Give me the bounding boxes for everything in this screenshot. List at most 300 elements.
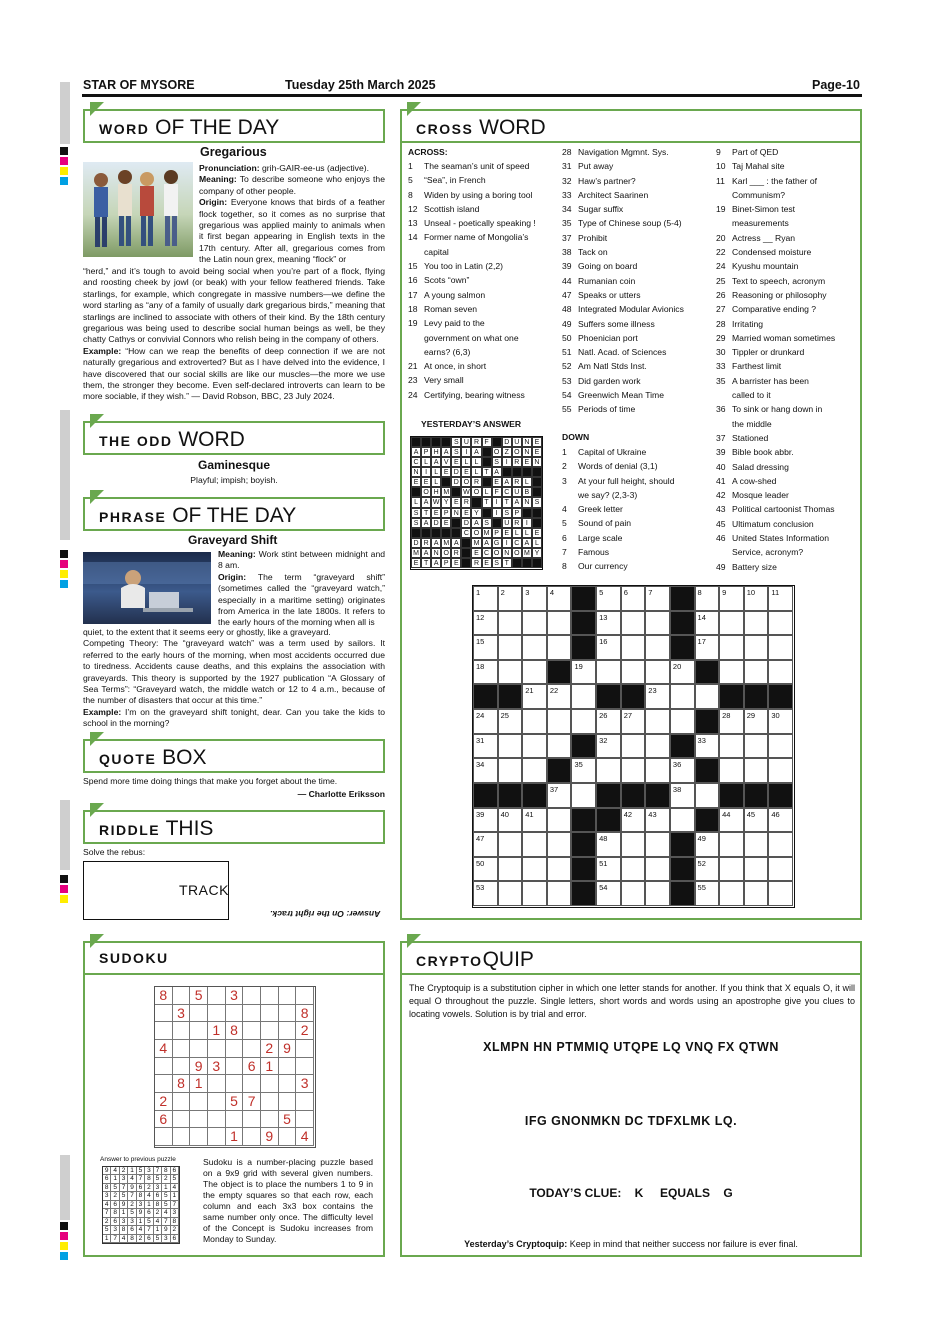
sudoku-answer-cell: 6 bbox=[145, 1209, 153, 1217]
crossword-cell[interactable] bbox=[719, 635, 744, 660]
clue-number: 43 bbox=[716, 504, 726, 515]
crossword-cell[interactable] bbox=[596, 857, 621, 882]
crossword-cell[interactable] bbox=[522, 586, 547, 611]
sudoku-cell[interactable] bbox=[243, 1022, 261, 1040]
crossword-cell[interactable] bbox=[744, 758, 769, 783]
sudoku-answer-cell: 7 bbox=[154, 1167, 162, 1175]
sudoku-cell[interactable]: 4 bbox=[155, 1040, 173, 1058]
crossword-cell[interactable] bbox=[547, 709, 572, 734]
crossword-cell[interactable] bbox=[596, 832, 621, 857]
crossword-cell[interactable] bbox=[744, 881, 769, 906]
down-clue bbox=[716, 245, 835, 259]
crossword-cell[interactable] bbox=[498, 660, 523, 685]
crossword-cell[interactable] bbox=[522, 808, 547, 833]
sudoku-answer-cell: 7 bbox=[128, 1192, 136, 1200]
crossword-cell[interactable] bbox=[596, 611, 621, 636]
sudoku-cell[interactable] bbox=[208, 1040, 226, 1058]
crossword-cell[interactable] bbox=[547, 832, 572, 857]
crossword-black-cell bbox=[719, 684, 744, 709]
answer-cell: Y bbox=[471, 508, 481, 518]
crossword-cell[interactable] bbox=[670, 709, 695, 734]
crossword-cell[interactable] bbox=[547, 635, 572, 660]
crossword-cell[interactable] bbox=[719, 586, 744, 611]
crossword-cell[interactable] bbox=[473, 758, 498, 783]
sudoku-answer-cell: 6 bbox=[128, 1226, 136, 1234]
answer-cell: P bbox=[421, 447, 431, 457]
sudoku-cell[interactable] bbox=[190, 1128, 208, 1146]
across-label: ACROSS: bbox=[408, 147, 448, 157]
crossword-cell[interactable] bbox=[645, 832, 670, 857]
clue-number: 33 bbox=[562, 189, 572, 200]
crossword-cell[interactable] bbox=[522, 734, 547, 759]
sudoku-answer-cell: 4 bbox=[137, 1226, 145, 1234]
sudoku-answer-cell: 2 bbox=[103, 1218, 111, 1226]
crossword-cell[interactable] bbox=[547, 684, 572, 709]
clue-text: Capital of Ukraine bbox=[578, 447, 647, 457]
down-clue bbox=[562, 445, 675, 459]
sudoku-cell[interactable] bbox=[226, 1111, 244, 1129]
crossword-cell[interactable] bbox=[670, 684, 695, 709]
sudoku-cell[interactable] bbox=[261, 987, 279, 1005]
sudoku-cell[interactable] bbox=[190, 1005, 208, 1023]
sudoku-cell[interactable]: 6 bbox=[155, 1111, 173, 1129]
sudoku-cell[interactable]: 4 bbox=[296, 1128, 314, 1146]
clue-number: 49 bbox=[716, 561, 726, 572]
answer-cell: M bbox=[441, 538, 451, 548]
crossword-cell[interactable] bbox=[695, 611, 720, 636]
registration-mark bbox=[60, 560, 68, 568]
sudoku-cell[interactable]: 5 bbox=[226, 1093, 244, 1111]
crossword-cell[interactable] bbox=[596, 734, 621, 759]
crossword-cell[interactable] bbox=[596, 635, 621, 660]
sudoku-answer-cell: 7 bbox=[111, 1235, 119, 1243]
crossword-cell[interactable] bbox=[744, 660, 769, 685]
sudoku-cell[interactable] bbox=[173, 1022, 191, 1040]
crossword-cell[interactable] bbox=[695, 734, 720, 759]
crossword-cell[interactable] bbox=[695, 881, 720, 906]
crossword-cell[interactable] bbox=[645, 734, 670, 759]
crossword-cell[interactable] bbox=[744, 808, 769, 833]
sudoku-cell[interactable] bbox=[261, 1075, 279, 1093]
crossword-cell[interactable] bbox=[645, 660, 670, 685]
crossword-cell[interactable] bbox=[621, 611, 646, 636]
sudoku-cell[interactable] bbox=[208, 1093, 226, 1111]
sudoku-cell[interactable]: 3 bbox=[173, 1005, 191, 1023]
sudoku-answer-cell: 9 bbox=[103, 1167, 111, 1175]
crossword-cell[interactable] bbox=[547, 734, 572, 759]
sudoku-cell[interactable] bbox=[155, 1075, 173, 1093]
sudoku-cell[interactable] bbox=[190, 1111, 208, 1129]
clue-number: 13 bbox=[599, 612, 608, 622]
sudoku-cell[interactable]: 3 bbox=[208, 1058, 226, 1076]
crossword-cell[interactable] bbox=[473, 734, 498, 759]
clue-number: 17 bbox=[697, 637, 706, 647]
crossword-cell[interactable] bbox=[719, 709, 744, 734]
crossword-cell[interactable] bbox=[645, 758, 670, 783]
crossword-cell[interactable] bbox=[744, 635, 769, 660]
sudoku-cell[interactable] bbox=[173, 1093, 191, 1111]
sudoku-answer-cell: 4 bbox=[120, 1235, 128, 1243]
answer-cell: Y bbox=[441, 497, 451, 507]
answer-cell: A bbox=[482, 538, 492, 548]
crossword-cell[interactable] bbox=[670, 783, 695, 808]
crossword-cell[interactable] bbox=[498, 611, 523, 636]
crossword-cell[interactable] bbox=[473, 881, 498, 906]
riddle-title: RIDDLE THIS bbox=[99, 817, 214, 840]
crossword-cell[interactable] bbox=[498, 709, 523, 734]
crossword-cell[interactable] bbox=[473, 611, 498, 636]
sudoku-cell[interactable]: 3 bbox=[296, 1075, 314, 1093]
sudoku-answer-cell: 6 bbox=[171, 1167, 179, 1175]
crossword-cell[interactable] bbox=[744, 832, 769, 857]
crossword-cell[interactable] bbox=[522, 758, 547, 783]
answer-cell: E bbox=[532, 447, 542, 457]
crossword-cell[interactable] bbox=[768, 881, 793, 906]
crossword-cell[interactable] bbox=[621, 734, 646, 759]
answer-cell bbox=[502, 467, 512, 477]
crossword-cell[interactable] bbox=[744, 586, 769, 611]
crossword-cell[interactable] bbox=[719, 881, 744, 906]
sudoku-cell[interactable] bbox=[226, 1005, 244, 1023]
margin-bar bbox=[60, 410, 70, 540]
sudoku-cell[interactable] bbox=[208, 1128, 226, 1146]
answer-cell: N bbox=[522, 447, 532, 457]
clue-number: 47 bbox=[476, 834, 485, 844]
crossword-cell[interactable] bbox=[719, 808, 744, 833]
crossword-black-cell bbox=[596, 808, 621, 833]
clue-number: 5 bbox=[599, 588, 604, 597]
sudoku-cell[interactable]: 2 bbox=[261, 1040, 279, 1058]
crossword-cell[interactable] bbox=[522, 832, 547, 857]
sudoku-cell[interactable]: 8 bbox=[226, 1022, 244, 1040]
crossword-cell[interactable] bbox=[473, 808, 498, 833]
crossword-cell[interactable] bbox=[719, 660, 744, 685]
sudoku-cell[interactable] bbox=[173, 1111, 191, 1129]
crossword-cell[interactable] bbox=[670, 758, 695, 783]
sudoku-cell[interactable] bbox=[296, 1040, 314, 1058]
crossword-cell[interactable] bbox=[473, 709, 498, 734]
sudoku-cell[interactable] bbox=[279, 1022, 297, 1040]
sudoku-cell[interactable] bbox=[190, 1093, 208, 1111]
crossword-cell[interactable] bbox=[498, 635, 523, 660]
answer-cell: E bbox=[451, 497, 461, 507]
crossword-cell[interactable] bbox=[621, 635, 646, 660]
crossword-cell[interactable] bbox=[473, 635, 498, 660]
crossword-cell[interactable] bbox=[719, 832, 744, 857]
sudoku-answer-cell: 3 bbox=[145, 1167, 153, 1175]
clue-text: Ultimatum conclusion bbox=[732, 518, 814, 529]
crossword-cell[interactable] bbox=[498, 808, 523, 833]
sudoku-cell[interactable] bbox=[208, 1075, 226, 1093]
crossword-cell[interactable] bbox=[768, 611, 793, 636]
crossword-cell[interactable] bbox=[522, 881, 547, 906]
crossword-cell[interactable] bbox=[473, 660, 498, 685]
sudoku-cell[interactable]: 1 bbox=[190, 1075, 208, 1093]
clue-number: 24 bbox=[408, 389, 418, 400]
clue-text: Comparative ending ? bbox=[732, 304, 817, 315]
issue-date: Tuesday 25th March 2025 bbox=[285, 78, 436, 92]
crossword-cell[interactable] bbox=[522, 660, 547, 685]
sudoku-cell[interactable] bbox=[243, 1040, 261, 1058]
crossword-black-cell bbox=[473, 783, 498, 808]
sudoku-cell[interactable] bbox=[261, 1022, 279, 1040]
clue-number: 33 bbox=[716, 361, 726, 372]
crossword-cell[interactable] bbox=[645, 586, 670, 611]
crossword-cell[interactable] bbox=[768, 586, 793, 611]
sudoku-cell[interactable]: 1 bbox=[208, 1022, 226, 1040]
crossword-cell[interactable] bbox=[522, 709, 547, 734]
crossword-cell[interactable] bbox=[547, 881, 572, 906]
crossword-cell[interactable] bbox=[768, 660, 793, 685]
crossword-cell[interactable] bbox=[522, 684, 547, 709]
clue-number: 5 bbox=[408, 175, 413, 186]
sudoku-cell[interactable] bbox=[208, 987, 226, 1005]
crossword-cell[interactable] bbox=[768, 758, 793, 783]
crossword-cell[interactable] bbox=[695, 857, 720, 882]
clue-number: 18 bbox=[408, 303, 418, 314]
crossword-cell[interactable] bbox=[695, 635, 720, 660]
crossword-cell[interactable] bbox=[645, 635, 670, 660]
crossword-cell[interactable] bbox=[547, 808, 572, 833]
sudoku-cell[interactable] bbox=[226, 1058, 244, 1076]
sudoku-cell[interactable] bbox=[279, 1128, 297, 1146]
answer-cell bbox=[482, 508, 492, 518]
crossword-cell[interactable] bbox=[473, 857, 498, 882]
sudoku-answer-cell: 4 bbox=[128, 1175, 136, 1183]
crossword-cell[interactable] bbox=[719, 611, 744, 636]
crossword-cell[interactable] bbox=[621, 709, 646, 734]
sudoku-cell[interactable] bbox=[261, 1005, 279, 1023]
sudoku-cell[interactable] bbox=[296, 1111, 314, 1129]
crossword-cell[interactable] bbox=[695, 684, 720, 709]
clue-text: A cow-shed bbox=[732, 475, 777, 486]
crossword-cell[interactable] bbox=[498, 881, 523, 906]
sudoku-cell[interactable] bbox=[190, 1022, 208, 1040]
sudoku-cell[interactable]: 9 bbox=[190, 1058, 208, 1076]
answer-cell: H bbox=[431, 487, 441, 497]
sudoku-cell[interactable]: 8 bbox=[296, 1005, 314, 1023]
crossword-cell[interactable] bbox=[571, 783, 596, 808]
crossword-cell[interactable] bbox=[596, 586, 621, 611]
crossword-cell[interactable] bbox=[498, 857, 523, 882]
answer-cell: M bbox=[482, 528, 492, 538]
clue-number: 51 bbox=[599, 858, 608, 868]
crossword-cell[interactable] bbox=[498, 758, 523, 783]
sudoku-cell[interactable] bbox=[296, 987, 314, 1005]
clue-text: Former name of Mongolia’s bbox=[424, 232, 529, 243]
sudoku-cell[interactable] bbox=[296, 1093, 314, 1111]
crossword-cell[interactable] bbox=[768, 635, 793, 660]
clue-text: Prohibit bbox=[578, 232, 608, 243]
crossword-cell[interactable] bbox=[768, 709, 793, 734]
crossword-cell[interactable] bbox=[645, 857, 670, 882]
crossword-cell[interactable] bbox=[522, 635, 547, 660]
crossword-cell[interactable] bbox=[547, 857, 572, 882]
crossword-cell[interactable] bbox=[645, 611, 670, 636]
sudoku-cell[interactable]: 3 bbox=[226, 987, 244, 1005]
crossword-cell[interactable] bbox=[571, 660, 596, 685]
down-clue bbox=[716, 159, 835, 173]
sudoku-cell[interactable] bbox=[190, 1040, 208, 1058]
sudoku-description: Sudoku is a number-placing puzzle based on a 9x9 grid with several given numbers. The object is to place the numbers 1 to 9 in the empty squares so that each row, each column and each 3x3 box contains the same number only once. The difficulty level of the Concept is Sudoku increases from Monday to Sunday. bbox=[203, 1157, 373, 1244]
across-clue bbox=[562, 331, 684, 345]
crossword-cell[interactable] bbox=[547, 783, 572, 808]
crossword-cell[interactable] bbox=[547, 586, 572, 611]
answer-cell bbox=[522, 558, 532, 568]
quote-title-box bbox=[83, 739, 385, 773]
clue-text: “Sea”, in French bbox=[424, 175, 486, 186]
clue-number: 30 bbox=[771, 711, 780, 721]
sudoku-cell[interactable]: 2 bbox=[155, 1093, 173, 1111]
sudoku-cell[interactable] bbox=[243, 1111, 261, 1129]
sudoku-cell[interactable] bbox=[243, 987, 261, 1005]
crossword-cell[interactable] bbox=[547, 611, 572, 636]
sudoku-cell[interactable]: 2 bbox=[296, 1022, 314, 1040]
sudoku-answer-cell: 6 bbox=[111, 1201, 119, 1209]
crossword-cell[interactable] bbox=[621, 832, 646, 857]
crossword-cell[interactable] bbox=[719, 857, 744, 882]
sudoku-cell[interactable]: 8 bbox=[173, 1075, 191, 1093]
sudoku-cell[interactable] bbox=[208, 1111, 226, 1129]
sudoku-cell[interactable]: 8 bbox=[155, 987, 173, 1005]
crossword-cell[interactable] bbox=[621, 586, 646, 611]
sudoku-cell[interactable] bbox=[279, 987, 297, 1005]
sudoku-answer-cell: 5 bbox=[154, 1175, 162, 1183]
crossword-cell[interactable] bbox=[645, 709, 670, 734]
sudoku-cell[interactable] bbox=[243, 1128, 261, 1146]
sudoku-cell[interactable]: 9 bbox=[261, 1128, 279, 1146]
sudoku-cell[interactable] bbox=[226, 1075, 244, 1093]
sudoku-cell[interactable] bbox=[261, 1111, 279, 1129]
crossword-cell[interactable] bbox=[621, 660, 646, 685]
sudoku-answer-cell: 3 bbox=[120, 1218, 128, 1226]
sudoku-cell[interactable] bbox=[226, 1040, 244, 1058]
crossword-cell[interactable] bbox=[744, 734, 769, 759]
crossword-cell[interactable] bbox=[768, 857, 793, 882]
crossword-cell[interactable] bbox=[596, 660, 621, 685]
sudoku-cell[interactable] bbox=[208, 1005, 226, 1023]
clue-text: Service, acronym? bbox=[732, 547, 804, 558]
answer-cell: A bbox=[431, 558, 441, 568]
phrase-title: PHRASE OF THE DAY bbox=[99, 504, 297, 527]
crossword-cell[interactable] bbox=[596, 709, 621, 734]
crossword-cell[interactable] bbox=[522, 857, 547, 882]
clue-text: called to it bbox=[732, 390, 771, 401]
crossword-cell[interactable] bbox=[498, 734, 523, 759]
sudoku-answer-cell: 1 bbox=[171, 1192, 179, 1200]
crossword-cell[interactable] bbox=[719, 734, 744, 759]
margin-bar bbox=[60, 800, 70, 870]
crossword-cell[interactable] bbox=[473, 586, 498, 611]
sudoku-cell[interactable]: 6 bbox=[243, 1058, 261, 1076]
crossword-cell[interactable] bbox=[621, 808, 646, 833]
clue-text: Married woman sometimes bbox=[732, 332, 836, 343]
crossword-cell[interactable] bbox=[596, 758, 621, 783]
clue-number: 15 bbox=[408, 261, 418, 272]
crossword-cell[interactable] bbox=[695, 586, 720, 611]
sudoku-cell[interactable] bbox=[279, 1005, 297, 1023]
crossword-cell[interactable] bbox=[744, 857, 769, 882]
sudoku-cell[interactable] bbox=[243, 1005, 261, 1023]
sudoku-cell[interactable] bbox=[155, 1058, 173, 1076]
crossword-cell[interactable] bbox=[621, 881, 646, 906]
crossword-cell[interactable] bbox=[744, 611, 769, 636]
clue-number: 46 bbox=[771, 809, 780, 819]
sudoku-cell[interactable] bbox=[261, 1093, 279, 1111]
sudoku-cell[interactable] bbox=[155, 1128, 173, 1146]
sudoku-cell[interactable]: 5 bbox=[190, 987, 208, 1005]
crossword-cell[interactable] bbox=[768, 734, 793, 759]
answer-cell bbox=[441, 477, 451, 487]
sudoku-cell[interactable] bbox=[279, 1058, 297, 1076]
crossword-cell[interactable] bbox=[498, 832, 523, 857]
crossword-cell[interactable] bbox=[621, 857, 646, 882]
crossword-title-box bbox=[400, 109, 862, 143]
crossword-cell[interactable] bbox=[498, 586, 523, 611]
crossword-cell[interactable] bbox=[571, 684, 596, 709]
crossword-cell[interactable] bbox=[571, 709, 596, 734]
sudoku-cell[interactable] bbox=[173, 1040, 191, 1058]
crossword-cell[interactable] bbox=[473, 832, 498, 857]
clue-number: 53 bbox=[476, 883, 485, 893]
crossword-cell[interactable] bbox=[645, 684, 670, 709]
sudoku-cell[interactable] bbox=[296, 1058, 314, 1076]
crossword-cell[interactable] bbox=[744, 709, 769, 734]
crossword-cell[interactable] bbox=[670, 660, 695, 685]
crossword-cell[interactable] bbox=[645, 808, 670, 833]
answer-cell: S bbox=[502, 508, 512, 518]
sudoku-cell[interactable] bbox=[279, 1075, 297, 1093]
sudoku-cell[interactable]: 7 bbox=[243, 1093, 261, 1111]
across-clue bbox=[408, 230, 536, 244]
answer-cell: C bbox=[461, 528, 471, 538]
sudoku-cell[interactable]: 1 bbox=[226, 1128, 244, 1146]
sudoku-answer-cell: 8 bbox=[128, 1235, 136, 1243]
sudoku-cell[interactable] bbox=[173, 987, 191, 1005]
crossword-cell[interactable] bbox=[522, 611, 547, 636]
clue-text: At once, in short bbox=[424, 361, 487, 372]
sudoku-cell[interactable] bbox=[279, 1093, 297, 1111]
crossword-cell[interactable] bbox=[596, 881, 621, 906]
clue-number: 38 bbox=[672, 784, 682, 794]
clue-number: 35 bbox=[716, 375, 726, 386]
sudoku-cell[interactable] bbox=[155, 1005, 173, 1023]
answer-cell: E bbox=[451, 558, 461, 568]
crossword-cell[interactable] bbox=[768, 808, 793, 833]
sudoku-cell[interactable] bbox=[173, 1058, 191, 1076]
crossword-cell[interactable] bbox=[645, 881, 670, 906]
sudoku-cell[interactable] bbox=[155, 1022, 173, 1040]
sudoku-cell[interactable]: 5 bbox=[279, 1111, 297, 1129]
crossword-cell[interactable] bbox=[670, 808, 695, 833]
crossword-cell[interactable] bbox=[571, 758, 596, 783]
crossword-black-cell bbox=[768, 783, 793, 808]
sudoku-cell[interactable]: 9 bbox=[279, 1040, 297, 1058]
crossword-cell[interactable] bbox=[719, 758, 744, 783]
crossword-cell[interactable] bbox=[621, 758, 646, 783]
sudoku-cell[interactable] bbox=[243, 1075, 261, 1093]
sudoku-cell[interactable]: 1 bbox=[261, 1058, 279, 1076]
crossword-cell[interactable] bbox=[695, 783, 720, 808]
riddle-title-box bbox=[83, 810, 385, 844]
crossword-cell[interactable] bbox=[768, 832, 793, 857]
clue-text: Bible book abbr. bbox=[732, 447, 794, 458]
quote-author: — Charlotte Eriksson bbox=[297, 789, 385, 799]
crossword-cell[interactable] bbox=[695, 832, 720, 857]
answer-cell: L bbox=[461, 457, 471, 467]
sudoku-cell[interactable] bbox=[173, 1128, 191, 1146]
sudoku-answer-cell: 2 bbox=[111, 1192, 119, 1200]
